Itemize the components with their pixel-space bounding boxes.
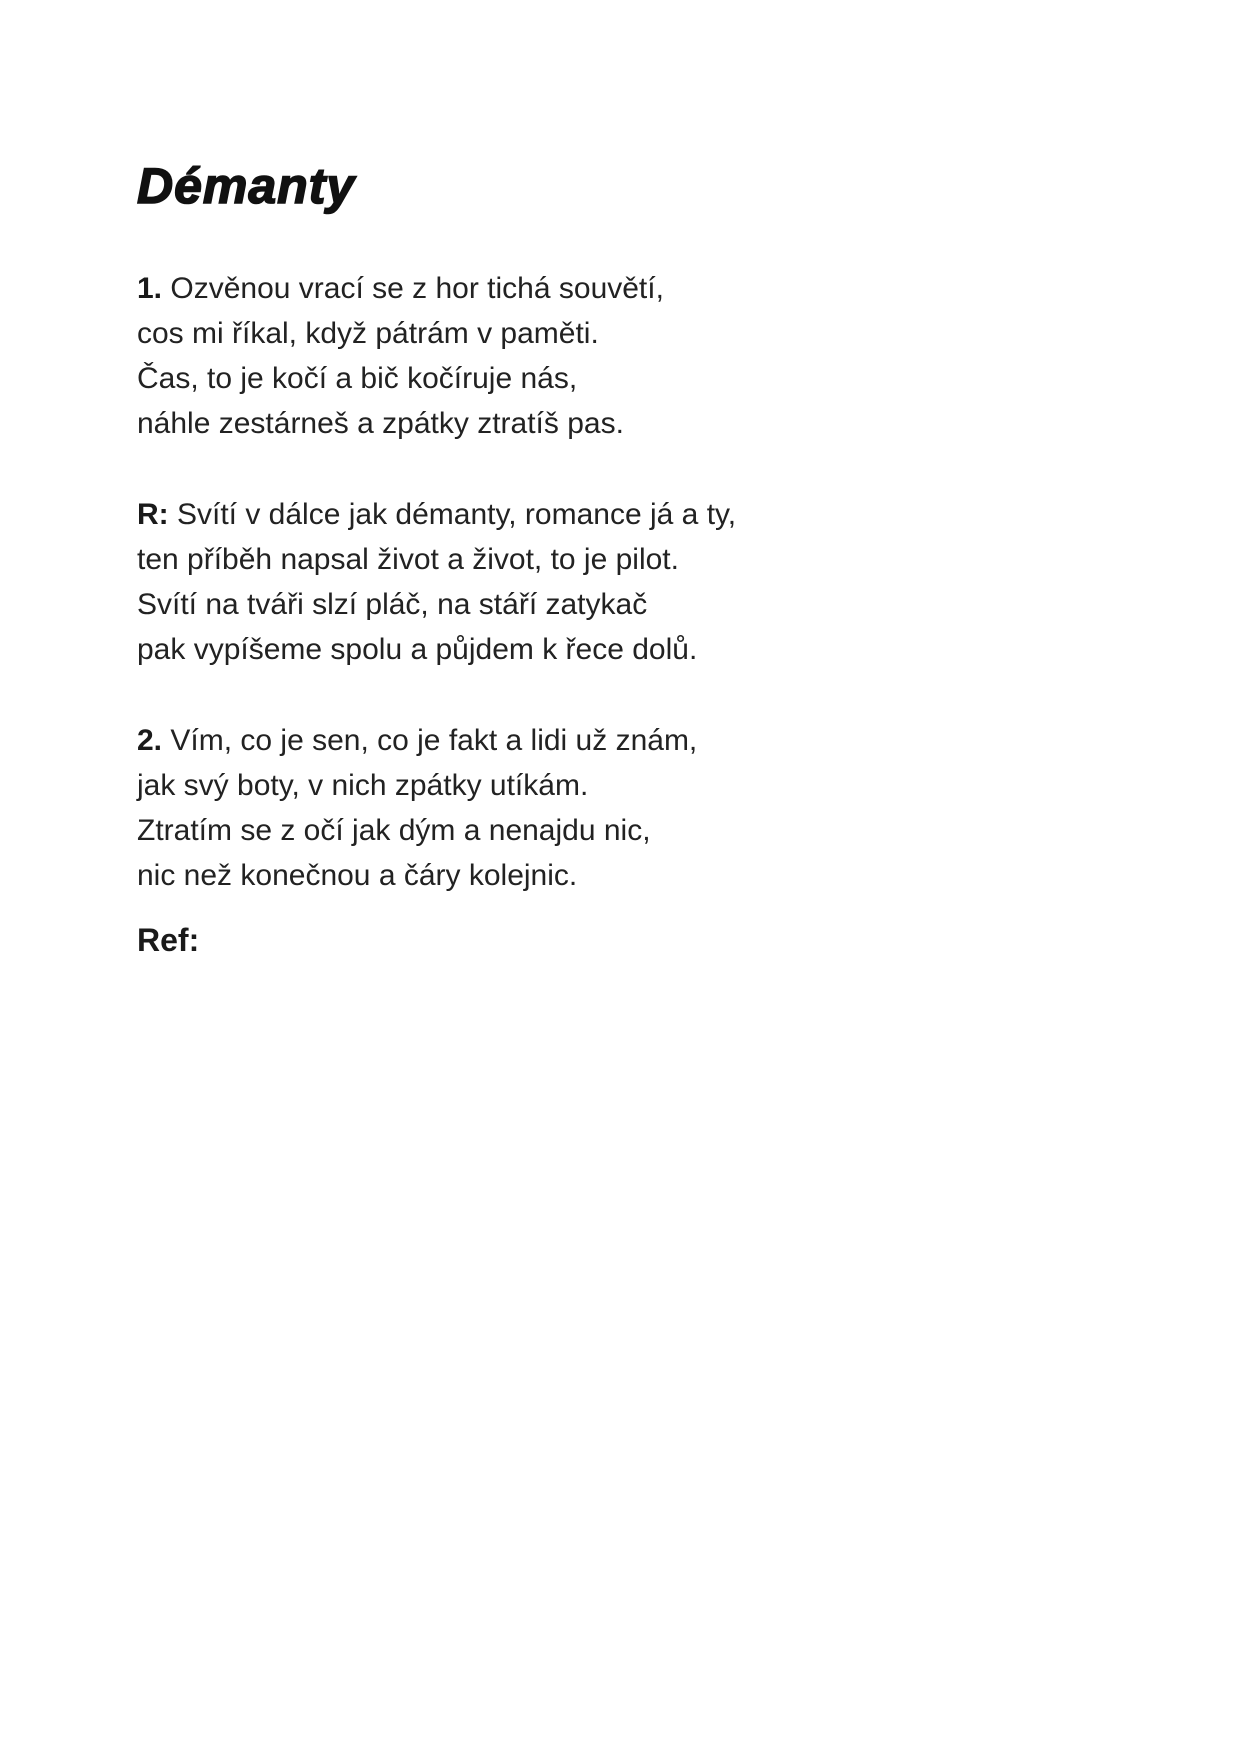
lyric-text: Vím, co je sen, co je fakt a lidi už znám, xyxy=(170,724,698,757)
lyric-line xyxy=(137,718,1150,763)
lyric-line xyxy=(137,266,1150,311)
lyric-line: nic než konečnou a čáry kolejnic. xyxy=(137,859,578,892)
refrain xyxy=(137,492,1150,672)
lyric-line xyxy=(137,492,1150,537)
lyric-text: Svítí v dálce jak démanty, romance já a ty, xyxy=(177,498,737,531)
lyric-line: Ztratím se z očí jak dým a nenajdu nic, xyxy=(137,814,651,847)
lyric-line: cos mi říkal, když pátrám v paměti. xyxy=(137,317,599,350)
refrain-label: R: xyxy=(137,498,169,531)
lyric-line: Svítí na tváři slzí pláč, na stáří zatykač xyxy=(137,588,648,621)
verse-2 xyxy=(137,718,1150,898)
ref-marker: Ref: xyxy=(137,922,200,958)
song-title: Démanty xyxy=(137,158,356,214)
verse-1-label: 1. xyxy=(137,272,163,305)
verse-2-label: 2. xyxy=(137,724,163,757)
lyric-line: Čas, to je kočí a bič kočíruje nás, xyxy=(137,362,578,395)
lyric-line: náhle zestárneš a zpátky ztratíš pas. xyxy=(137,407,624,440)
lyric-line: pak vypíšeme spolu a půjdem k řece dolů. xyxy=(137,633,698,666)
lyric-text: Ozvěnou vrací se z hor tichá souvětí, xyxy=(170,272,664,305)
lyric-line: ten příběh napsal život a život, to je pilot. xyxy=(137,543,679,576)
verse-1 xyxy=(137,266,1150,446)
lyric-line: jak svý boty, v nich zpátky utíkám. xyxy=(137,769,589,802)
